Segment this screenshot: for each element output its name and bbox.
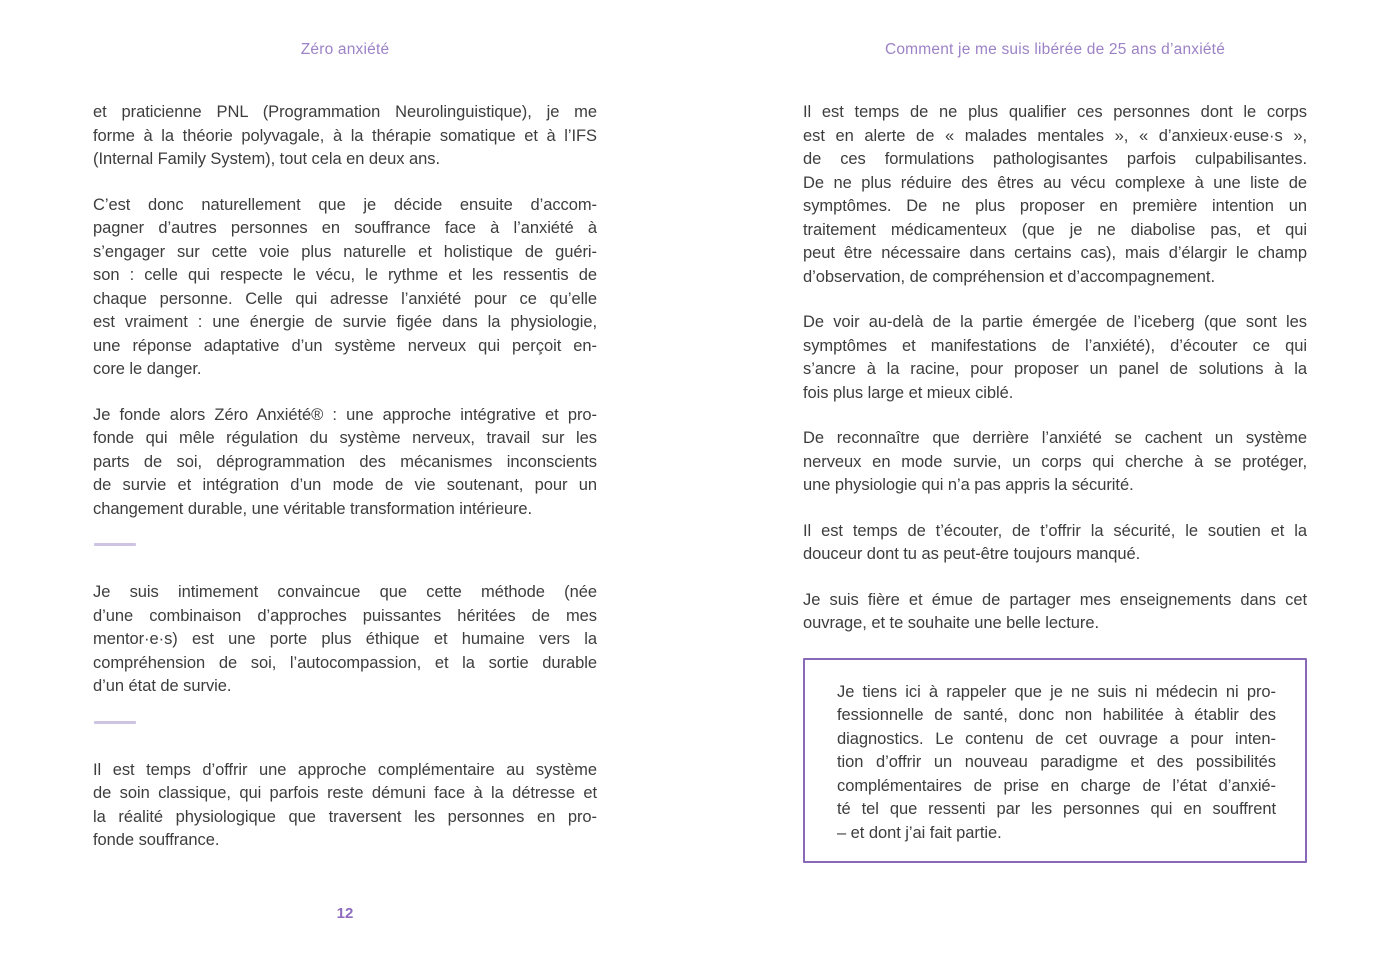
- text-line: De reconnaître que derrière l’anxiété se cachent un système: [803, 429, 1307, 447]
- text-line: son : celle qui respecte le vécu, le rythme et les ressentis de: [93, 266, 597, 284]
- text-line: symptômes et manifestations de l’anxiété), d’écouter ce qui: [803, 336, 1307, 355]
- text-line: d’un état de survie.: [93, 677, 232, 695]
- text-line: té tel que ressenti par les personnes qui en souffrent: [837, 800, 1276, 818]
- page-right-content: [803, 101, 1307, 863]
- paragraph: [93, 404, 597, 522]
- text-line: de soin classique, qui parfois reste démuni face à la détresse et: [93, 784, 597, 802]
- text-line: Je tiens ici à rappeler que je ne suis ni médecin ni pro-: [837, 682, 1276, 701]
- paragraph: [837, 681, 1276, 846]
- text-line: s’engager sur cette voie plus naturelle et holistique de guéri-: [93, 242, 597, 261]
- text-line: une réponse adaptative d’un système nerveux qui perçoit en-: [93, 336, 597, 355]
- paragraph: [803, 427, 1307, 498]
- text-line: peut être nécessaire dans certains cas), mais d’élargir le champ: [803, 244, 1307, 262]
- text-line: la réalité physiologique que traversent les personnes en pro-: [93, 807, 597, 826]
- text-line: fessionnelle de santé, donc non habilitée à établir des: [837, 706, 1276, 724]
- text-line: symptômes. De ne plus proposer en première intention un: [803, 197, 1307, 215]
- paragraph: [803, 311, 1307, 405]
- text-line: d’une combinaison d’approches puissantes héritées de mes: [93, 606, 597, 625]
- section-divider: [94, 721, 136, 724]
- text-line: de ces formulations pathologisantes parfois culpabilisantes.: [803, 150, 1307, 168]
- page-number: 12: [336, 905, 354, 922]
- text-line: changement durable, une véritable transformation intérieure.: [93, 499, 533, 518]
- text-line: Je suis intimement convaincue que cette méthode (née: [93, 583, 597, 601]
- paragraph: [803, 520, 1307, 567]
- text-line: C’est donc naturellement que je décide ensuite d’accom-: [93, 195, 597, 214]
- page-left-content: [93, 101, 597, 875]
- paragraph: [93, 194, 597, 382]
- text-line: pagner d’autres personnes en souffrance face à l’anxiété à: [93, 219, 597, 237]
- text-line: fois plus large et mieux ciblé.: [803, 383, 1014, 402]
- text-line: douceur dont tu as peut-être toujours manqué.: [803, 545, 1141, 563]
- text-line: fonde souffrance.: [93, 831, 220, 849]
- text-line: ouvrage, et te souhaite une belle lecture.: [803, 614, 1100, 632]
- text-line: – et dont j’ai fait partie.: [837, 823, 1002, 842]
- text-line: forme à la théorie polyvagale, à la thérapie somatique et à l’IFS: [93, 126, 597, 145]
- text-line: fonde qui mêle régulation du système nerveux, travail sur les: [93, 429, 597, 447]
- paragraph: [93, 759, 597, 853]
- text-line: nerveux en mode survie, un corps qui cherche à se protéger,: [803, 452, 1307, 471]
- text-line: De voir au-delà de la partie émergée de l’iceberg (que sont les: [803, 313, 1307, 331]
- text-line: de survie et intégration d’un mode de vie soutenant, pour un: [93, 476, 597, 494]
- text-line: est vraiment : une énergie de survie figée dans la physiologie,: [93, 313, 597, 331]
- paragraph: [803, 589, 1307, 636]
- disclaimer-box: [803, 658, 1307, 864]
- text-line: s’ancre à la racine, pour proposer un panel de solutions à la: [803, 360, 1307, 378]
- text-line: est en alerte de « malades mentales », « d’anxieux·euse·s »,: [803, 126, 1307, 145]
- text-line: Je fonde alors Zéro Anxiété® : une approche intégrative et pro-: [93, 405, 597, 424]
- page-right: [803, 0, 1307, 980]
- text-line: d’observation, de compréhension et d’accompagnement.: [803, 267, 1215, 286]
- text-line: Je suis fière et émue de partager mes enseignements dans cet: [803, 590, 1307, 609]
- running-head-left: Zéro anxiété: [300, 41, 390, 58]
- running-head-right: Comment je me suis libérée de 25 ans d’anxiété: [884, 41, 1226, 58]
- paragraph: [93, 101, 597, 172]
- text-line: De ne plus réduire des êtres au vécu complexe à une liste de: [803, 173, 1307, 192]
- section-divider: [94, 543, 136, 546]
- text-line: Il est temps d’offrir une approche complémentaire au système: [93, 760, 597, 779]
- text-line: diagnostics. Le contenu de cet ouvrage a pour inten-: [837, 729, 1276, 748]
- text-line: une physiologie qui n’a pas appris la sécurité.: [803, 476, 1134, 494]
- text-line: (Internal Family System), tout cela en deux ans.: [93, 150, 441, 168]
- text-line: mentor·e·s) est une porte plus éthique et humaine vers la: [93, 630, 597, 648]
- text-line: traitement médicamenteux (que je ne diabolise pas, et qui: [803, 220, 1307, 239]
- text-line: Il est temps de ne plus qualifier ces personnes dont le corps: [803, 103, 1307, 121]
- text-line: parts de soi, déprogrammation des mécanismes inconscients: [93, 452, 597, 471]
- text-line: et praticienne PNL (Programmation Neurolinguistique), je me: [93, 103, 597, 121]
- text-line: complémentaires de prise en charge de l’état d’anxié-: [837, 776, 1276, 795]
- text-line: chaque personne. Celle qui adresse l’anxiété pour ce qu’elle: [93, 289, 597, 308]
- page-left: [93, 0, 597, 980]
- text-line: tion d’offrir un nouveau paradigme et des possibilités: [837, 753, 1276, 771]
- page-right-paragraphs: [803, 101, 1307, 636]
- text-line: compréhension de soi, l’autocompassion, et la sortie durable: [93, 653, 597, 672]
- text-line: core le danger.: [93, 360, 202, 378]
- paragraph: [803, 101, 1307, 289]
- paragraph: [93, 581, 597, 699]
- text-line: Il est temps de t’écouter, de t’offrir la sécurité, le soutien et la: [803, 521, 1307, 540]
